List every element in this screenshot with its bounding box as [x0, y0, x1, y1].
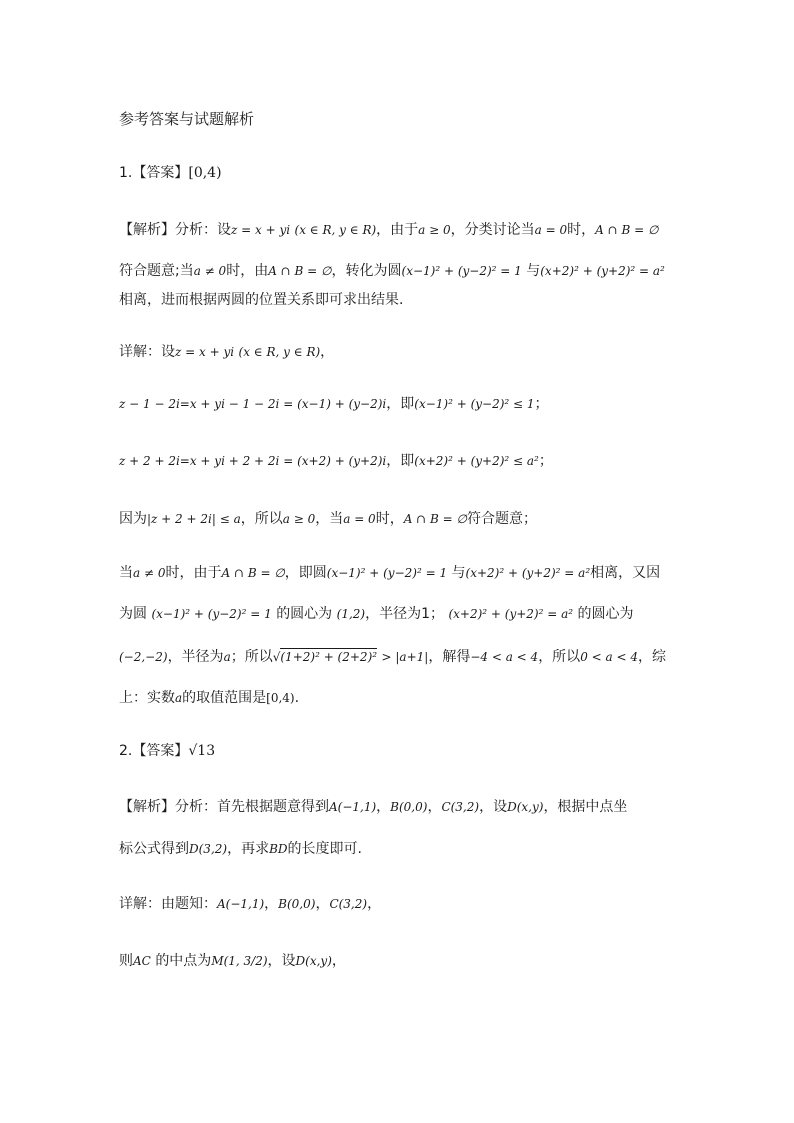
text: ，即圆 [284, 565, 327, 581]
q1-answer-value: [0,4) [188, 165, 222, 181]
math: C(3,2) [441, 800, 480, 814]
text: ，转化为圆 [331, 263, 402, 279]
math: (1,2) [336, 607, 366, 621]
text: 时， [375, 511, 404, 527]
text: ， [427, 799, 442, 815]
math: (x−1)² + (y−2)² ≤ 1 [414, 397, 535, 411]
math: (x+2)² + (y+2)² = a² [540, 264, 665, 278]
q1-detail-line-4 [119, 508, 537, 528]
text: ，所以 [538, 649, 581, 665]
math: [0,4) [266, 691, 295, 705]
math: (−2,−2) [119, 650, 168, 664]
math: a ≠ 0 [193, 264, 227, 278]
text: ； [534, 396, 549, 412]
q1-detail-line-1 [119, 341, 334, 361]
math: a = 0 [343, 512, 376, 526]
math: z + 2 + 2i=x + yi + 2 + 2i = (x+2) + (y+2)i [119, 454, 387, 468]
text: ， [315, 896, 330, 912]
text: ，根据中点坐 [543, 799, 628, 815]
math: A ∩ B = ∅ [268, 264, 332, 278]
math: A ∩ B = ∅ [403, 512, 468, 526]
math: D(x,y) [295, 954, 332, 968]
q1-detail-line-6 [119, 603, 634, 623]
q1-detail-line-2 [119, 393, 549, 413]
text: ； [538, 453, 553, 469]
math: AC [133, 954, 151, 968]
text: 因为 [119, 511, 147, 527]
text: 的中点为 [155, 953, 212, 969]
math: z = x + yi [175, 345, 235, 359]
q1-analysis-line-1 [119, 219, 658, 239]
math: B(0,0) [278, 897, 316, 911]
q1-detail-line-8 [119, 687, 299, 707]
text: ，所以 [240, 511, 283, 527]
q1-detail-line-3 [119, 450, 553, 470]
text: ，再求 [227, 841, 270, 857]
text: ，当 [315, 511, 344, 527]
q1-analysis-line-2 [119, 260, 665, 280]
text: . [294, 690, 300, 706]
text: 则 [119, 953, 133, 969]
text: ，即 [386, 396, 415, 412]
text: ， [376, 799, 391, 815]
text: 当 [119, 565, 133, 581]
q2-answer-head: 2.【答案】 [119, 743, 189, 759]
sqrt-sign-icon: √ [272, 650, 281, 664]
text: 的圆心为 [577, 606, 634, 622]
text: ，分类讨论当 [450, 222, 535, 238]
analysis-label: 【解析】分析：设 [119, 222, 231, 238]
math: a ≠ 0 [133, 566, 166, 580]
text: 符合题意;当 [119, 263, 194, 279]
text: ， [320, 344, 335, 360]
math: (x ∈ R, y ∈ R) [294, 223, 377, 237]
page-title: 参考答案与试题解析 [119, 110, 255, 128]
q1-analysis-line-3: 相离，进而根据两圆的位置关系即可求出结果. [119, 292, 404, 308]
math: M(1, 3/2) [211, 954, 268, 968]
text: 时，由于 [165, 565, 222, 581]
text: 与 [526, 263, 541, 279]
math: A ∩ B = ∅ [221, 566, 285, 580]
math: a [175, 691, 183, 705]
text: 为圆 [119, 606, 147, 622]
q2-analysis-line-1 [119, 796, 627, 816]
text: ，设 [267, 953, 296, 969]
math: C(3,2) [329, 897, 368, 911]
math: z = x + yi [231, 223, 291, 237]
math: > |a+1| [381, 650, 429, 664]
q2-answer-value: √13 [188, 743, 216, 759]
text: 的圆心为 [276, 606, 333, 622]
math: |z + 2 + 2i| ≤ a [147, 512, 241, 526]
math: a ≥ 0 [282, 512, 316, 526]
math: a ≥ 0 [418, 223, 451, 237]
text: 详解：设 [119, 344, 175, 360]
text: 时，由 [226, 263, 269, 279]
text: ，综 [637, 649, 666, 665]
q1-answer-line [119, 162, 222, 182]
text: ，由于 [376, 222, 419, 238]
math: a [223, 650, 231, 664]
analysis-label: 【解析】分析：首先根据题意得到 [119, 799, 329, 815]
text: ，即 [386, 453, 415, 469]
math: (x−1)² + (y−2)² = 1 [401, 264, 522, 278]
q2-answer-line [119, 740, 215, 760]
math: A ∩ B = ∅ [595, 223, 659, 237]
math: (x−1)² + (y−2)² = 1 [151, 607, 272, 621]
math: z − 1 − 2i=x + yi − 1 − 2i = (x−1) + (y−2)i [119, 397, 387, 411]
text: 上：实数 [119, 690, 175, 706]
text: 的取值范围是 [182, 690, 267, 706]
math: (x ∈ R, y ∈ R) [238, 345, 321, 359]
text: 标公式得到 [119, 841, 189, 857]
math: (x+2)² + (y+2)² ≤ a² [414, 454, 539, 468]
math: D(x,y) [507, 800, 544, 814]
math: B(0,0) [390, 800, 428, 814]
math: BD [269, 842, 288, 856]
q1-detail-line-7 [119, 646, 666, 666]
text: 详解：由题知： [119, 896, 217, 912]
text: ；所以 [230, 649, 273, 665]
text: ，半径为 [167, 649, 224, 665]
q2-analysis-line-2 [119, 838, 362, 858]
text: 时， [567, 222, 596, 238]
text: ， [367, 896, 382, 912]
text: 的长度即可. [287, 841, 362, 857]
text: 符合题意； [467, 511, 538, 527]
math: (x+2)² + (y+2)² = a² [465, 566, 591, 580]
math: a = 0 [534, 223, 568, 237]
q2-detail-line-2 [119, 950, 346, 970]
text: ，解得 [428, 649, 471, 665]
q2-detail-line-1 [119, 893, 381, 913]
math: 0 < a < 4 [580, 650, 638, 664]
q1-detail-line-5 [119, 562, 660, 582]
math: (x−1)² + (y−2)² = 1 [326, 566, 448, 580]
text: ， [264, 896, 279, 912]
math: −4 < a < 4 [470, 650, 539, 664]
text: 与 [451, 565, 466, 581]
math: A(−1,1) [329, 800, 377, 814]
text: ，半径为1； [365, 606, 445, 622]
math: A(−1,1) [217, 897, 265, 911]
text: 相离，又因 [590, 565, 661, 581]
math: D(3,2) [189, 842, 228, 856]
text: ， [331, 953, 346, 969]
math: (x+2)² + (y+2)² = a² [448, 607, 574, 621]
q1-answer-head: 1.【答案】 [119, 165, 189, 181]
math-radicand: (1+2)² + (2+2)² [280, 650, 378, 664]
text: ，设 [479, 799, 508, 815]
